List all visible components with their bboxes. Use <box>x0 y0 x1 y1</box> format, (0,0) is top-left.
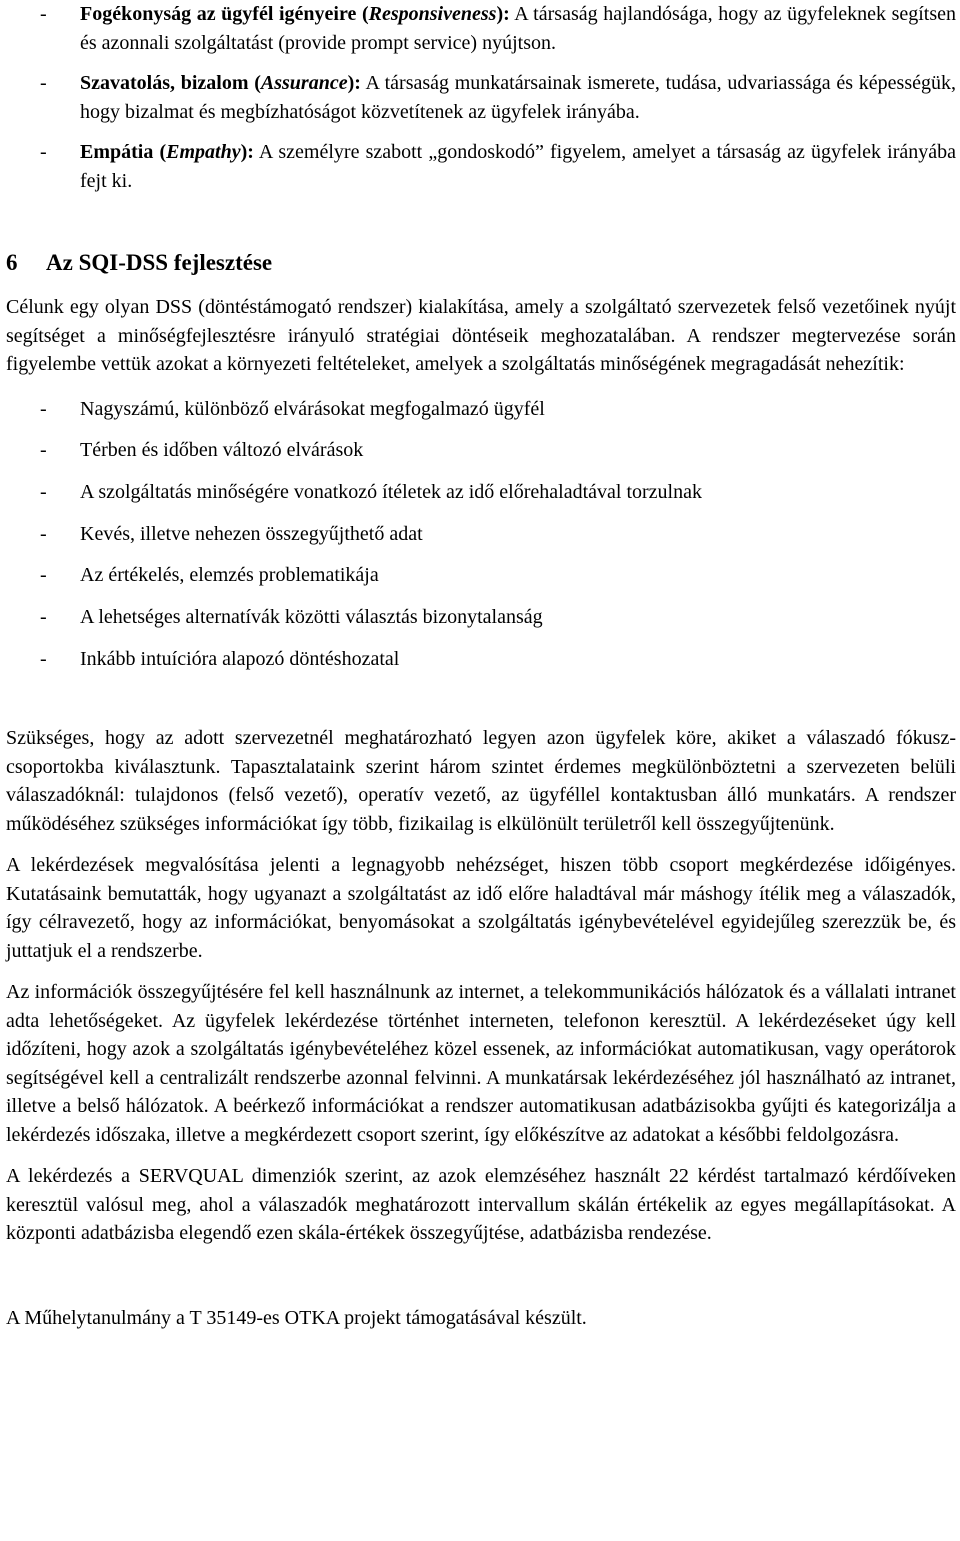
list-item-text: Nagyszámú, különböző elvárásokat megfogalmazó ügyfél <box>80 397 545 420</box>
list-item-text: Térben és időben változó elvárások <box>80 439 364 462</box>
section-title: Az SQI-DSS fejlesztése <box>46 250 273 275</box>
term-description: A társaság munkatársainak ismerete, tudása, udvariassága és képességük, hogy bizalmat és megbízhatóságot közvetítenek az ügyfelek irányába. <box>80 72 956 123</box>
list-item <box>6 478 956 520</box>
list-item <box>6 436 956 478</box>
bullet-dash: - <box>40 141 47 163</box>
footer-note: A Műhelytanulmány a T 35149-es OTKA projekt támogatásával készült. <box>6 1306 587 1329</box>
body-paragraph: A lekérdezések megvalósítása jelenti a legnagyobb nehézséget, hiszen több csoport megkérdezése időigényes. Kutatásaink bemutatták, hogy ugyanazt a szolgáltatást az idő előre haladtával már máshogy ítélik meg a válaszadók, így célravezető, hogy az információkat, benyomásokat a szolgáltatás igénybevételével egyidejűleg szerezzük be, és juttatjuk el a rendszerbe. <box>6 854 956 962</box>
body-paragraph: Szükséges, hogy az adott szervezetnél meghatározható legyen azon ügyfelek köre, akiket a válaszadó fókusz-csoportokba kiválasztunk. Tapasztalataink szerint három szintet érdemes megkülönböztetni a szervezeten belüli válaszadóknál: tulajdonos (felső vezető), operatív vezető, az ügyféllel kontaktusban álló munkatárs. A rendszer működéséhez szükséges információkat így több, fizikailag is elkülönült területről kell összegyűjtenünk. <box>6 727 956 835</box>
list-item <box>6 520 956 562</box>
body-paragraph: Az információk összegyűjtésére fel kell használnunk az internet, a telekommunikációs hálózatok és a vállalati intranet adta lehetőségeket. Az ügyfelek lekérdezése történhet interneten, telefonon keresztül. A lekérdezéseket úgy kell időzíteni, hogy azok a szolgáltatás igénybevételéhez közel essenek, az információkat automatikusan, vagy operátorok segítségével kell a centralizált rendszerbe azonnal felvinni. A munkatársak lekérdezéséhez jól használható az intranet, illetve a belső hálózatok. A beérkező információkat a rendszer automatikusan adatbázisokba gyűjti és kategorizálja a lekérdezés időszaka, illetve a megkérdezett csoport szerint, így előkészítve az adatokat a későbbi feldolgozásra. <box>6 981 956 1146</box>
term-label: Fogékonyság az ügyfél igényeire ( <box>80 3 369 25</box>
bullet-dash: - <box>40 647 47 670</box>
term-label: Empátia ( <box>80 141 167 163</box>
bullet-dash: - <box>40 605 47 628</box>
term-description: A társaság hajlandósága, hogy az ügyfeleknek segítsen és azonnali szolgáltatást (provide prompt service) nyújtson. <box>80 3 957 54</box>
list-item-text: Inkább intuícióra alapozó döntéshozatal <box>80 647 400 670</box>
bullet-dash: - <box>40 522 47 545</box>
document-page <box>6 0 956 1332</box>
list-item-text: Az értékelés, elemzés problematikája <box>80 564 379 587</box>
section-heading <box>6 247 956 279</box>
list-item <box>6 645 956 687</box>
bullet-dash: - <box>40 564 47 587</box>
bullet-dash: - <box>40 72 47 94</box>
list-item-text: A lehetséges alternatívák közötti választás bizonytalanság <box>80 605 543 628</box>
list-item <box>6 603 956 645</box>
term-end: ): <box>496 3 510 25</box>
term-english: Responsiveness <box>368 3 497 25</box>
bullet-dash: - <box>40 397 47 420</box>
list-item-assurance <box>6 69 956 126</box>
conditions-list <box>6 395 956 687</box>
term-label: Szavatolás, bizalom ( <box>80 72 261 94</box>
body-paragraph: A lekérdezés a SERVQUAL dimenziók szerint, az azok elemzéséhez használt 22 kérdést tartalmazó kérdőíveken keresztül valósul meg, ahol a válaszadók meghatározott intervallum skálán értékelik az egyes megállapításokat. A központi adatbázisba elegendő ezen skála-értékek összegyűjtése, adatbázisba rendezése. <box>6 1165 956 1245</box>
term-english: Assurance <box>260 72 348 94</box>
bullet-dash: - <box>40 480 47 503</box>
dimension-list <box>6 0 956 195</box>
list-item <box>6 395 956 437</box>
list-item-responsiveness <box>6 0 956 57</box>
list-item-text: A szolgáltatás minőségére vonatkozó ítéletek az idő előrehaladtával torzulnak <box>80 480 702 503</box>
bullet-dash: - <box>40 3 47 25</box>
section-number: 6 <box>6 250 18 275</box>
intro-paragraph: Célunk egy olyan DSS (döntéstámogató rendszer) kialakítása, amely a szolgáltató szervezetek felső vezetőinek nyújt segítséget a minőségfejlesztésre irányuló stratégiai döntéseik meghozatalában. A rendszer megtervezése során figyelembe vettük azokat a környezeti feltételeket, amelyek a szolgáltatás minőségének megragadását nehezítik: <box>6 296 956 375</box>
term-description: A személyre szabott „gondoskodó” figyelem, amelyet a társaság az ügyfelek irányába fejt ki. <box>80 141 956 192</box>
list-item <box>6 561 956 603</box>
term-end: ): <box>347 72 361 94</box>
list-item-text: Kevés, illetve nehezen összegyűjthető adat <box>80 522 423 545</box>
term-end: ): <box>240 141 254 163</box>
term-english: Empathy <box>166 141 241 163</box>
bullet-dash: - <box>40 439 47 462</box>
list-item-empathy <box>6 138 956 195</box>
